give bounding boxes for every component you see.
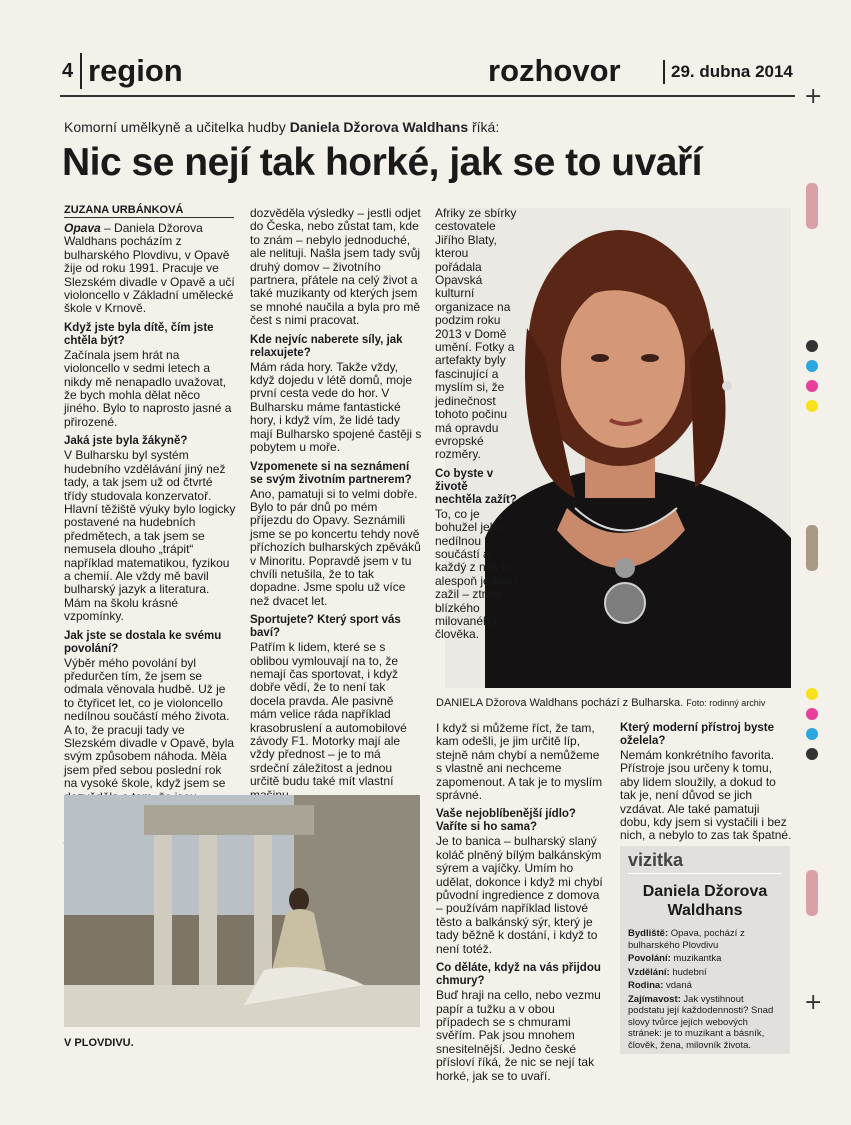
profile-row-value: muzikantka (670, 953, 722, 964)
profile-row-education (628, 967, 782, 979)
interview-question: Jaká jste byla žákyně? (64, 435, 188, 448)
header-rule (60, 95, 795, 97)
interview-answer: dozvěděla výsledky – jestli odjet do Česka, nebo zůstat tam, kde to znám – nebylo jednoduché, ale nelituji. Našla jsem tady svůj druhý domov – životního partnera, přátele na celý život a také muzikanty od kterých jsem se mnohé naučila a byla pro mě čest s nimi pracovat. (250, 206, 421, 328)
interview-question: Sportujete? Který sport vás baví? (250, 614, 401, 640)
plovdiv-illustration (64, 795, 420, 1027)
photo-caption (436, 697, 765, 709)
article-byline: ZUZANA URBÁNKOVÁ (64, 204, 234, 218)
issue-date: 29. dubna 2014 (663, 60, 793, 84)
kicker-name: Daniela Džorova Waldhans (289, 119, 469, 135)
registration-dot-yellow-icon (806, 688, 818, 700)
interview-question: Co byste v životě nechtěla zažít? (435, 467, 517, 506)
registration-dot-magenta-icon (806, 708, 818, 720)
registration-dot-cyan-icon (806, 360, 818, 372)
section-label-interview: rozhovor (488, 53, 621, 88)
interview-question: Vaše nejoblíbenější jídlo? Vaříte si ho sama? (436, 808, 576, 834)
interview-answer: Ano, pamatuji si to velmi dobře. Bylo to pár dnů po mém příjezdu do Opavy. Seznámili jsme se po koncertu tehdy nově příchozích bulharských zpěváků v Minoritu. Popravdě jsem v tu chvíli netušila, že to tak dopadne. Jsme spolu už více než dvacet let. (250, 486, 421, 608)
interview-question: Který moderní přístroj byste oželela? (620, 722, 775, 747)
registration-cross-icon: + (804, 990, 823, 1015)
interview-question: Co děláte, když na vás přijdou chmury? (436, 962, 601, 988)
article-column-5 (620, 722, 792, 849)
interview-question: Jak jste se dostala ke svému povolání? (64, 629, 222, 655)
interview-answer: Patřím k lidem, které se s oblibou vymlouvají na to, že nemají čas sportovat, i když dobře vědí, že to není tak docela pravda. Ale pasivně mám velice ráda například krasobruslení a automobilové závody F1. Motorky mají ale vždy přednost – je to má srdeční záležitost a jednou určitě budu také mít vlastní (250, 640, 407, 789)
profile-row-label: Rodina: (628, 980, 664, 991)
interview-answer: Buď hraji na cello, nebo vezmu papír a tužku a v obou případech se s chmurami svěřím. Pak jsou mnohem snesitelnější. Jedno české přísloví říká, že nic se nejí tak horké, jak se to uvaří. (436, 988, 601, 1083)
photo-credit: Foto: rodinný archiv (686, 698, 766, 708)
registration-dot-black-icon (806, 748, 818, 760)
profile-row-label: Bydliště: (628, 928, 669, 939)
registration-bar-icon (806, 183, 818, 229)
profile-row-fact (628, 994, 782, 1052)
profile-card-title: vizitka (628, 850, 782, 874)
caption-text: Džorova Waldhans pochází z Bulharska. (482, 697, 684, 709)
interview-question: Když jste byla dítě, čím jste chtěla být? (64, 321, 214, 347)
registration-cross-icon: + (804, 84, 823, 109)
profile-row-value: vdaná (663, 980, 692, 991)
section-label-region: region (80, 53, 183, 89)
dateline-city: Opava (64, 221, 101, 235)
interview-answer: V Bulharsku byl systém hudebního vzdělávání jiný než tady, a tak jsem už od čtvrté třídy studovala konzervatoř. Hlavní těžiště výuky bylo logicky postavené na hudebních předmětech, a tak jsem se nemusela dlouho „trápit“ například matematikou, fyzikou a chemií. Ale vždy mě bavil bulharský jazyk a literatura. Mám na školu krásné vzpomínky. (64, 448, 236, 624)
article-column-1 (64, 222, 236, 877)
kicker-text: Komorní umělkyně a učitelka hudby (64, 119, 290, 135)
article-column-4 (436, 722, 606, 1089)
profile-card-name: Daniela Džorova Waldhans (642, 883, 768, 919)
kicker-text-end: říká: (468, 119, 500, 135)
interview-answer: To, co je bohužel jeho nedílnou součástí a každý z nás to alespoň jednou zažil – ztráta blízkého milovaného člověka. (435, 506, 517, 642)
article-intro (64, 222, 236, 316)
interview-question: Vzpomenete si na seznámení se svým životním partnerem? (250, 460, 412, 486)
caption-name: DANIELA (436, 697, 483, 709)
profile-row-label: Zajímavost: (628, 993, 681, 1005)
profile-row-profession (628, 953, 782, 965)
profile-row-residence (628, 928, 782, 951)
interview-answer: Je to banica – bulharský slaný koláč plněný bílým balkánským sýrem a vajíčky. Umím ho udělat, dokonce i když mi chybí původní ingredience z domova – používám například listové těsto a balkánský sýr, který je tady běžně k dostání, i když to není totéž. (436, 834, 603, 956)
profile-row-label: Vzdělání: (628, 966, 670, 978)
plovdiv-photo (64, 795, 420, 1027)
interview-question: Kde nejvíc naberete síly, jak relaxujete? (250, 333, 403, 359)
photo-caption-plovdiv: V PLOVDIVU. (64, 1037, 134, 1049)
article-kicker (64, 119, 499, 135)
registration-dot-cyan-icon (806, 728, 818, 740)
interview-answer: Nemám konkrétního favorita. Přístroje jsou určeny k tomu, aby lidem sloužily, a dokud to tak je, není důvod se jich vzdávat. Ale také pamatuji dobu, kdy jsem si vystačili i bez nich, a nebylo to zas tak špatné. (620, 748, 792, 843)
article-column-3 (435, 207, 575, 648)
article-column-2 (250, 207, 422, 854)
profile-row-value: hudební (669, 966, 707, 978)
registration-dot-magenta-icon (806, 380, 818, 392)
registration-dot-black-icon (806, 340, 818, 352)
profile-row-value: Opava, pochází z bulharského Plovdivu (628, 928, 745, 951)
profile-card (620, 846, 790, 1054)
interview-answer: Mám ráda hory. Takže vždy, když dojedu v létě domů, moje první cesta vede do hor. V Bulharsku máme fantastické hory, i když vím, že lidé tady mají Bulharsko spojené častěji s pobytem u moře. (250, 359, 422, 455)
profile-card-details (628, 928, 782, 1051)
interview-answer: Afriky ze sbírky cestovatele Jiřího Blaty, kterou pořádala Opavská kulturní organizace na podzim roku 2013 v Domě umění. Fotky a artefakty byly fascinující a myslím si, že jedinečnost tohoto počinu má opravdu evropské rozměry. (435, 206, 517, 462)
interview-answer: I když si můžeme říct, že tam, kam odešli, je jim určitě líp, stejně nám chybí a nemůžeme s vlastně ani nechceme zapomenout. A tak je to myslím správné. (436, 721, 603, 803)
intro-text: – Daniela Džorova Waldhans pocházím z bulharského Plovdivu, v Opavě žije od roku 1991. Pracuje ve Slezském divadle v Opavě a učí violoncello v Základní umělecké škole v Krnově. (64, 221, 235, 316)
registration-bar-icon (806, 525, 818, 571)
article-headline: Nic se nejí tak horké, jak se to uvaří (62, 141, 702, 184)
page-number: 4 (62, 60, 74, 82)
profile-row-family (628, 980, 782, 992)
interview-answer: Začínala jsem hrát na violoncello v sedmi letech a nikdy mě nenapadlo uvažovat, že bych mohla dělat něco jiného. Bylo to naprosto jasné a přirozené. (64, 347, 232, 429)
profile-row-label: Povolání: (628, 953, 671, 964)
registration-dot-yellow-icon (806, 400, 818, 412)
registration-bar-icon (806, 870, 818, 916)
interview-answer: Výběr mého povolání byl předurčen tím, že jsem se odmala věnovala hudbě. Už je to čtyřicet let, co je violoncello nedílnou součástí mého života. A to, že pracuji tady ve Slezském divadle v Opavě, byla svým způsobem náhoda. Měla jsem před sebou poslední rok na vysoké škole, když jsem se (64, 655, 235, 791)
profile-row-value: Jak vystihnout podstatu její každodennosti? Snad slovy tvůrce jejích webových stránek: je to muzikant a básník, člověk, žena, milovník života. (628, 993, 774, 1051)
